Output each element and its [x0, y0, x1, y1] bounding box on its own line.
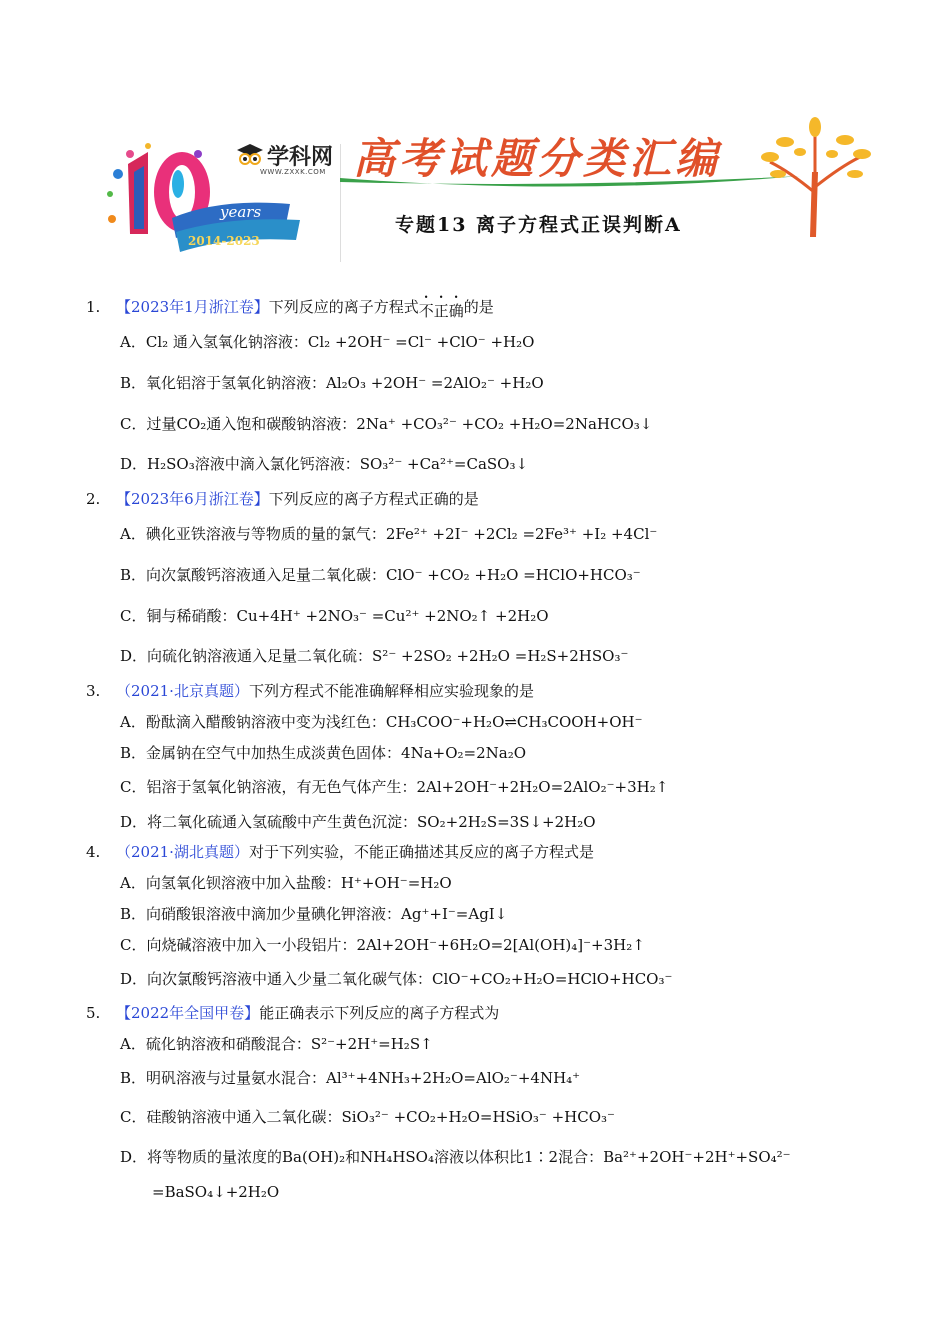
option-a[interactable]: A． 碘化亚铁溶液与等物质的量的氯气：2Fe²⁺ +2I⁻ +2Cl₂ =2Fe³⁺ +I₂ +4Cl⁻ — [120, 525, 658, 543]
option-a[interactable]: A． 向氢氧化钡溶液中加入盐酸：H⁺+OH⁻=H₂O — [120, 873, 452, 892]
option-d[interactable]: D． H₂SO₃溶液中滴入氯化钙溶液：SO₃²⁻ +Ca²⁺=CaSO₃↓ — [120, 455, 529, 473]
question-stem — [86, 998, 866, 1028]
option-b[interactable]: B． 向硝酸银溶液中滴加少量碘化钾溶液：Ag⁺+I⁻=AgI↓ — [120, 904, 508, 923]
option-b[interactable]: B． 向次氯酸钙溶液通入足量二氧化碳：ClO⁻ +CO₂ +H₂O =HClO+HCO₃⁻ — [120, 565, 641, 584]
stem-text: 下列反应的离子方程式 — [268, 298, 419, 316]
option-d[interactable]: D． 将二氧化硫通入氢硫酸中产生黄色沉淀：SO₂+2H₂S=3S↓+2H₂O — [120, 812, 596, 831]
source-tag: 【2023年6月浙江卷】 — [116, 490, 269, 508]
divider — [340, 144, 341, 262]
graduation-cap-icon — [237, 144, 263, 166]
question-number: 5. — [86, 1004, 101, 1022]
stem-text: 下列反应的离子方程式正确的是 — [268, 490, 479, 508]
green-swoosh-decoration — [340, 174, 800, 192]
source-tag: （2021·北京真题） — [116, 682, 249, 700]
header-banner — [95, 112, 875, 262]
option-a[interactable]: A． Cl₂ 通入氢氧化钠溶液：Cl₂ +2OH⁻ =Cl⁻ +ClO⁻ +H₂O — [120, 333, 535, 351]
option-b[interactable]: B． 明矾溶液与过量氨水混合：Al³⁺+4NH₃+2H₂O=AlO₂⁻+4NH₄⁺ — [120, 1069, 581, 1087]
question-number: 3. — [86, 682, 101, 700]
question-number: 1. — [86, 298, 101, 316]
question-5 — [86, 998, 866, 1207]
question-number: 2. — [86, 490, 101, 508]
source-tag: 【2022年全国甲卷】 — [116, 1004, 260, 1022]
years-range: 2014-2023 — [188, 234, 260, 248]
option-b[interactable]: B． 金属钠在空气中加热生成淡黄色固体：4Na+O₂=2Na₂O — [120, 743, 527, 762]
question-number: 4. — [86, 843, 101, 861]
option-d[interactable]: D． 向次氯酸钙溶液中通入少量二氧化碳气体：ClO⁻+CO₂+H₂O=HClO+HCO₃⁻ — [120, 970, 673, 988]
option-d-continuation: =BaSO₄↓+2H₂O — [152, 1183, 280, 1201]
years-text: years — [220, 203, 262, 221]
stem-text-end: 的是 — [463, 298, 494, 316]
question-stem — [86, 484, 866, 514]
option-c[interactable]: C． 向烧碱溶液中加入一小段铝片：2Al+2OH⁻+6H₂O=2[Al(OH)₄]⁻+3H₂↑ — [120, 935, 645, 954]
option-d[interactable]: D． 将等物质的量浓度的Ba(OH)₂和NH₄HSO₄溶液以体积比1∶2混合：Ba²⁺+2OH⁻+2H⁺+SO₄²⁻ — [120, 1148, 791, 1166]
stem-emphasis: 不正确 — [418, 302, 464, 320]
option-c[interactable]: C． 过量CO₂通入饱和碳酸钠溶液：2Na⁺ +CO₃²⁻ +CO₂ +H₂O=2NaHCO₃↓ — [120, 414, 653, 433]
stem-text: 对于下列实验，不能正确描述其反应的离子方程式是 — [248, 843, 594, 861]
question-stem — [86, 837, 866, 867]
brand-name: 学科网 — [267, 145, 334, 170]
brand-url: WWW.ZXXK.COM — [260, 168, 326, 176]
tree-icon — [750, 112, 880, 242]
question-4 — [86, 837, 866, 998]
question-list — [86, 292, 866, 1207]
source-tag: 【2023年1月浙江卷】 — [116, 298, 269, 316]
stem-text: 能正确表示下列反应的离子方程式为 — [259, 1004, 500, 1022]
option-b[interactable]: B． 氧化铝溶于氢氧化钠溶液：Al₂O₃ +2OH⁻ =2AlO₂⁻ +H₂O — [120, 373, 544, 392]
option-c[interactable]: C． 铜与稀硝酸：Cu+4H⁺ +2NO₃⁻ =Cu²⁺ +2NO₂↑ +2H₂O — [120, 606, 549, 625]
main-title: 高考试题分类汇编 — [353, 134, 722, 183]
question-stem — [86, 292, 866, 322]
topic-subtitle: 专题13 离子方程式正误判断A — [395, 214, 682, 236]
option-a[interactable]: A． 硫化钠溶液和硝酸混合：S²⁻+2H⁺=H₂S↑ — [120, 1034, 433, 1053]
option-c[interactable]: C． 铝溶于氢氧化钠溶液，有无色气体产生：2Al+2OH⁻+2H₂O=2AlO₂⁻+3H₂↑ — [120, 778, 669, 796]
question-3 — [86, 676, 866, 837]
stem-text: 下列方程式不能准确解释相应实验现象的是 — [248, 682, 534, 700]
source-tag: （2021·湖北真题） — [116, 843, 249, 861]
option-a[interactable]: A． 酚酞滴入醋酸钠溶液中变为浅红色：CH₃COO⁻+H₂O⇌CH₃COOH+OH⁻ — [120, 712, 643, 731]
question-stem — [86, 676, 866, 706]
question-2 — [86, 484, 866, 676]
question-1 — [86, 292, 866, 484]
option-c[interactable]: C． 硅酸钠溶液中通入二氧化碳：SiO₃²⁻ +CO₂+H₂O=HSiO₃⁻ +HCO₃⁻ — [120, 1108, 615, 1126]
option-d[interactable]: D． 向硫化钠溶液通入足量二氧化硫：S²⁻ +2SO₂ +2H₂O =H₂S+2HSO₃⁻ — [120, 647, 629, 665]
